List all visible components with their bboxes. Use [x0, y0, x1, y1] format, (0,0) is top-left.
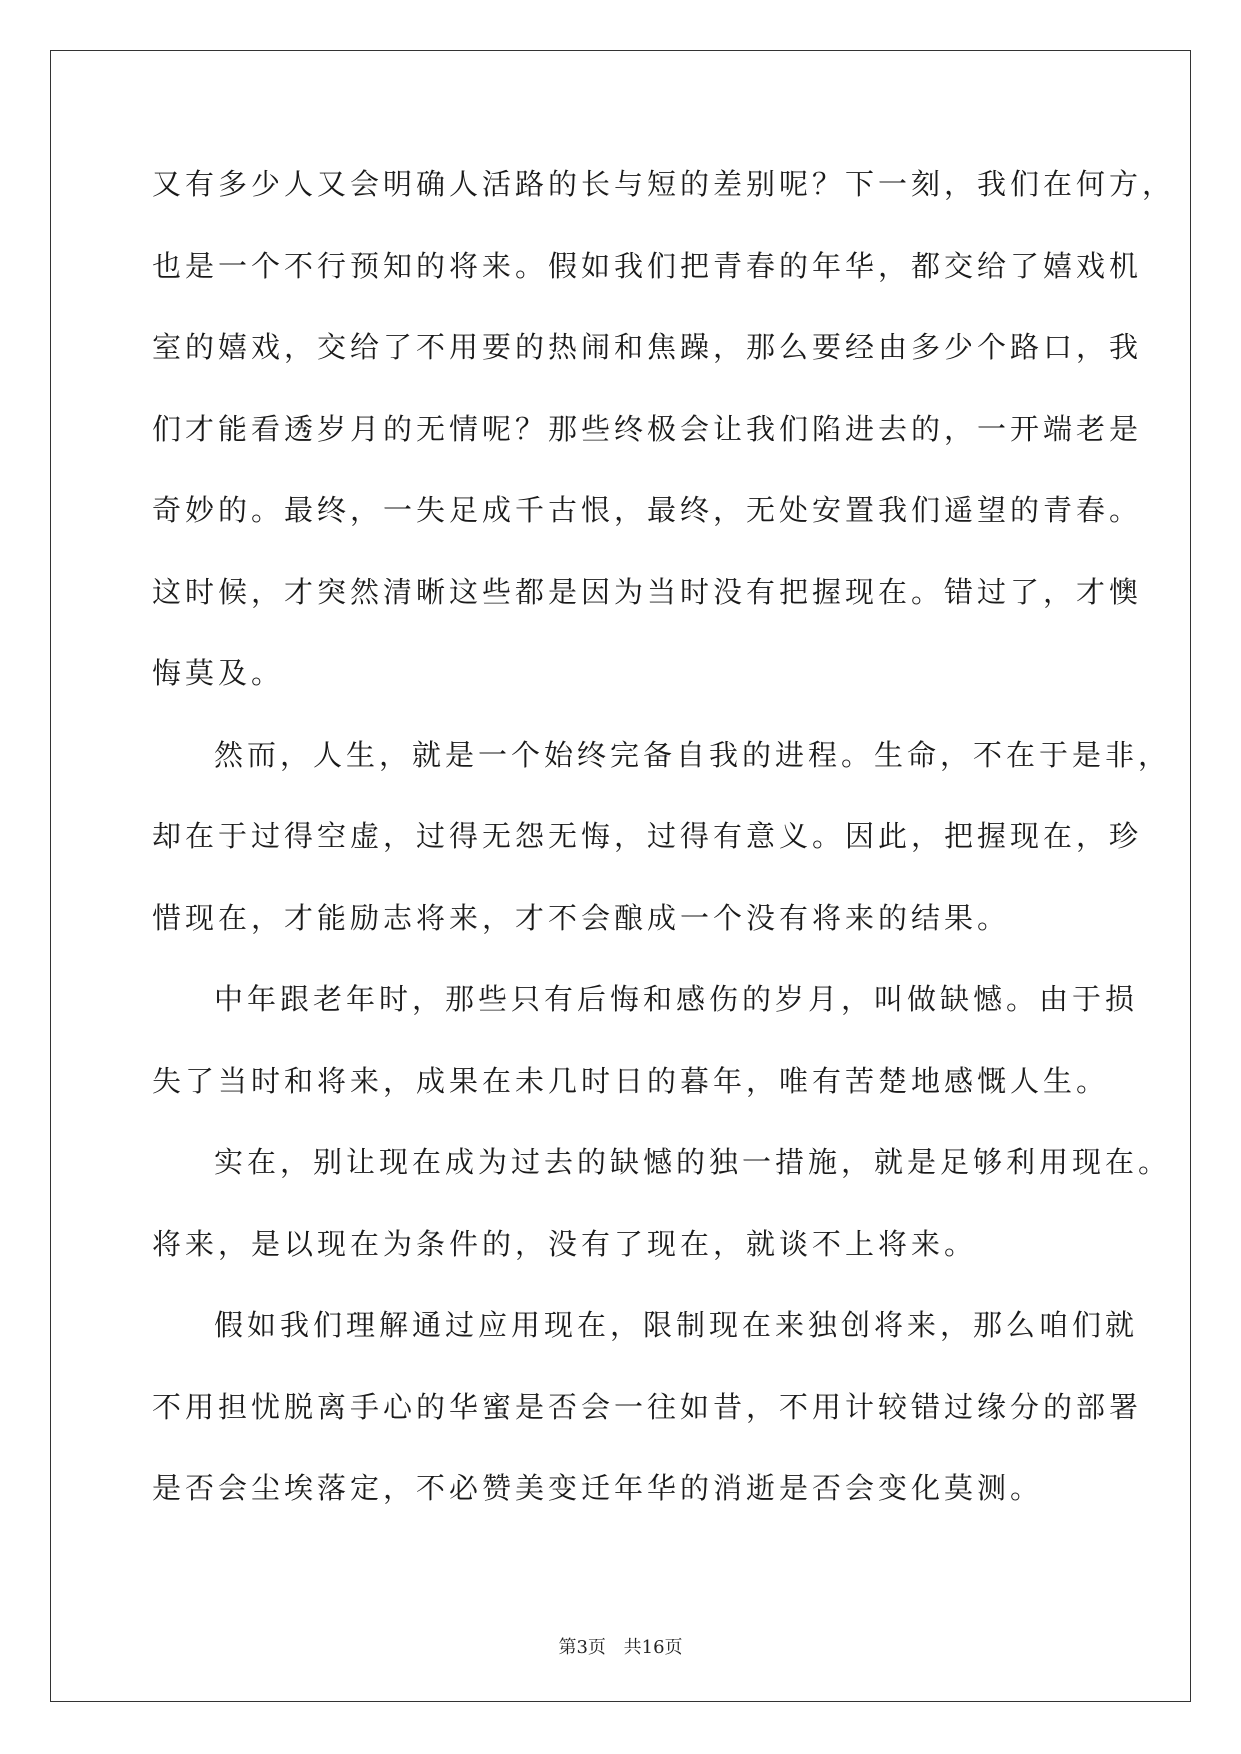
text-line: 将来，是以现在为条件的，没有了现在，就谈不上将来。 — [152, 1226, 978, 1261]
text-line: 却在于过得空虚，过得无怨无悔，过得有意义。因此，把握现在，珍 — [152, 819, 1143, 853]
text-line: 室的嬉戏，交给了不用要的热闹和焦躁，那么要经由多少个路口，我 — [152, 330, 1143, 364]
paragraph-start-line: 实在，别让现在成为过去的缺憾的独一措施，就是足够利用现在。 — [214, 1145, 1172, 1179]
text-line: 惜现在，才能励志将来，才不会酿成一个没有将来的结果。 — [152, 900, 1011, 935]
text-line: 这时候，才突然清晰这些都是因为当时没有把握现在。错过了，才懊 — [152, 574, 1143, 609]
text-line: 又有多少人又会明确人活路的长与短的差别呢？下一刻，我们在何方， — [152, 167, 1176, 201]
text-line: 是否会尘埃落定，不必赞美变迁年华的消逝是否会变化莫测。 — [152, 1471, 1044, 1505]
text-line: 悔莫及。 — [152, 656, 285, 690]
text-line: 不用担忧脱离手心的华蜜是否会一往如昔，不用计较错过缘分的部署 — [152, 1389, 1143, 1424]
page-footer — [0, 1633, 1241, 1659]
paragraph-start-line: 然而，人生，就是一个始终完备自我的进程。生命，不在于是非， — [214, 737, 1172, 772]
page-number: 第3页 — [558, 1637, 606, 1658]
page-total: 共16页 — [623, 1637, 683, 1658]
text-line: 们才能看透岁月的无情呢？那些终极会让我们陷进去的，一开端老是 — [152, 411, 1143, 446]
paragraph-start-line: 假如我们理解通过应用现在，限制现在来独创将来，那么咱们就 — [214, 1308, 1139, 1342]
paragraph-start-line: 中年跟老年时，那些只有后悔和感伤的岁月，叫做缺憾。由于损 — [214, 982, 1139, 1016]
text-line: 奇妙的。最终，一失足成千古恨，最终，无处安置我们遥望的青春。 — [152, 493, 1143, 527]
text-line: 也是一个不行预知的将来。假如我们把青春的年华，都交给了嬉戏机 — [152, 248, 1143, 283]
text-line: 失了当时和将来，成果在未几时日的暮年，唯有苦楚地感慨人生。 — [152, 1063, 1110, 1098]
document-body — [152, 153, 1176, 1539]
